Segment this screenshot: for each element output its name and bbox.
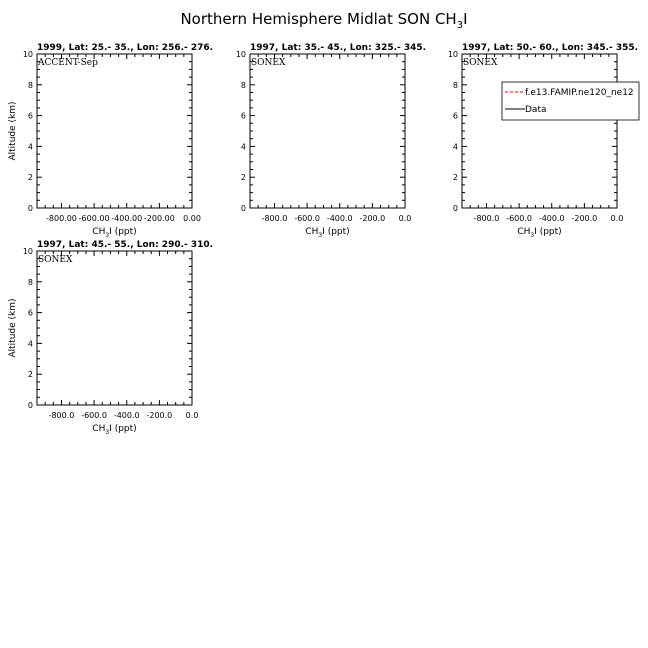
x-axis-label: $CH_3I$ (ppt) (92, 424, 137, 436)
x-tick-label: -800.0 (261, 214, 288, 223)
campaign-label: ACCENT-Sep (38, 58, 98, 68)
y-tick-label: 4 (27, 142, 33, 152)
campaign-label: SONEX (38, 255, 73, 265)
x-tick-label: -600.00 (78, 214, 110, 223)
y-tick-label: 8 (27, 277, 33, 287)
y-tick-label: 0 (27, 401, 33, 410)
panel-header: 1997, Lat: 35.- 45., Lon: 325.- 345. (250, 43, 427, 53)
campaign-label: SONEX (463, 58, 498, 68)
y-tick-label: 6 (452, 111, 458, 121)
x-tick-label: -200.0 (571, 214, 598, 223)
x-tick-label: -600.0 (81, 411, 108, 420)
panel-header: 1997, Lat: 50.- 60., Lon: 345.- 355. (462, 43, 639, 53)
legend-label-0: f.e13.FAMIP.ne120_ne12 (525, 88, 634, 98)
y-tick-label: 4 (240, 142, 246, 152)
y-axis-label: Altitude (km) (8, 101, 18, 161)
y-tick-label: 10 (22, 247, 33, 256)
figure-title: Northern Hemisphere Midlat SON $CH_3I$ (180, 10, 468, 31)
panel-header: 1997, Lat: 45.- 55., Lon: 290.- 310. (37, 240, 214, 250)
x-axis-label: $CH_3I$ (ppt) (305, 227, 350, 239)
x-tick-label: -400.0 (113, 411, 140, 420)
plot-frame (462, 54, 617, 208)
y-tick-label: 4 (452, 142, 458, 152)
y-tick-label: 10 (22, 50, 33, 59)
x-tick-label: 0.0 (398, 214, 412, 223)
y-tick-label: 2 (240, 173, 246, 183)
x-tick-label: 0.0 (610, 214, 624, 223)
campaign-label: SONEX (251, 58, 286, 68)
x-tick-label: -400.0 (326, 214, 353, 223)
y-tick-label: 6 (27, 308, 33, 318)
x-tick-label: -800.0 (473, 214, 500, 223)
plot-frame (37, 54, 192, 208)
y-tick-label: 0 (27, 204, 33, 213)
y-tick-label: 0 (240, 204, 246, 213)
y-tick-label: 8 (27, 80, 33, 90)
plot-frame (37, 251, 192, 405)
legend-label-1: Data (525, 105, 547, 115)
x-tick-label: -800.0 (48, 411, 75, 420)
x-tick-label: -600.0 (506, 214, 533, 223)
y-tick-label: 4 (27, 339, 33, 349)
y-tick-label: 10 (447, 50, 458, 59)
panel-header: 1999, Lat: 25.- 35., Lon: 256.- 276. (37, 43, 214, 53)
y-tick-label: 2 (27, 370, 33, 380)
y-axis-label: Altitude (km) (8, 298, 18, 358)
panel-3 (448, 43, 639, 239)
panel-1 (8, 43, 213, 239)
plot-frame (250, 54, 405, 208)
y-tick-label: 8 (452, 80, 458, 90)
y-tick-label: 10 (235, 50, 246, 59)
y-tick-label: 2 (27, 173, 33, 183)
panel-2 (236, 43, 426, 239)
x-axis-label: $CH_3I$ (ppt) (517, 227, 562, 239)
x-tick-label: 0.00 (183, 214, 201, 223)
x-tick-label: -400.00 (111, 214, 143, 223)
x-tick-label: -600.0 (294, 214, 321, 223)
x-tick-label: -800.00 (46, 214, 77, 223)
y-tick-label: 6 (27, 111, 33, 121)
legend (502, 82, 639, 120)
x-axis-label: $CH_3I$ (ppt) (92, 227, 137, 239)
x-tick-label: 0.0 (185, 411, 199, 420)
y-tick-label: 2 (452, 173, 458, 183)
x-tick-label: -200.0 (146, 411, 173, 420)
panel-4 (8, 240, 213, 436)
x-tick-label: -200.00 (143, 214, 175, 223)
x-tick-label: -200.0 (359, 214, 386, 223)
y-tick-label: 8 (240, 80, 246, 90)
y-tick-label: 6 (240, 111, 246, 121)
x-tick-label: -400.0 (538, 214, 565, 223)
y-tick-label: 0 (452, 204, 458, 213)
panels (8, 43, 639, 436)
